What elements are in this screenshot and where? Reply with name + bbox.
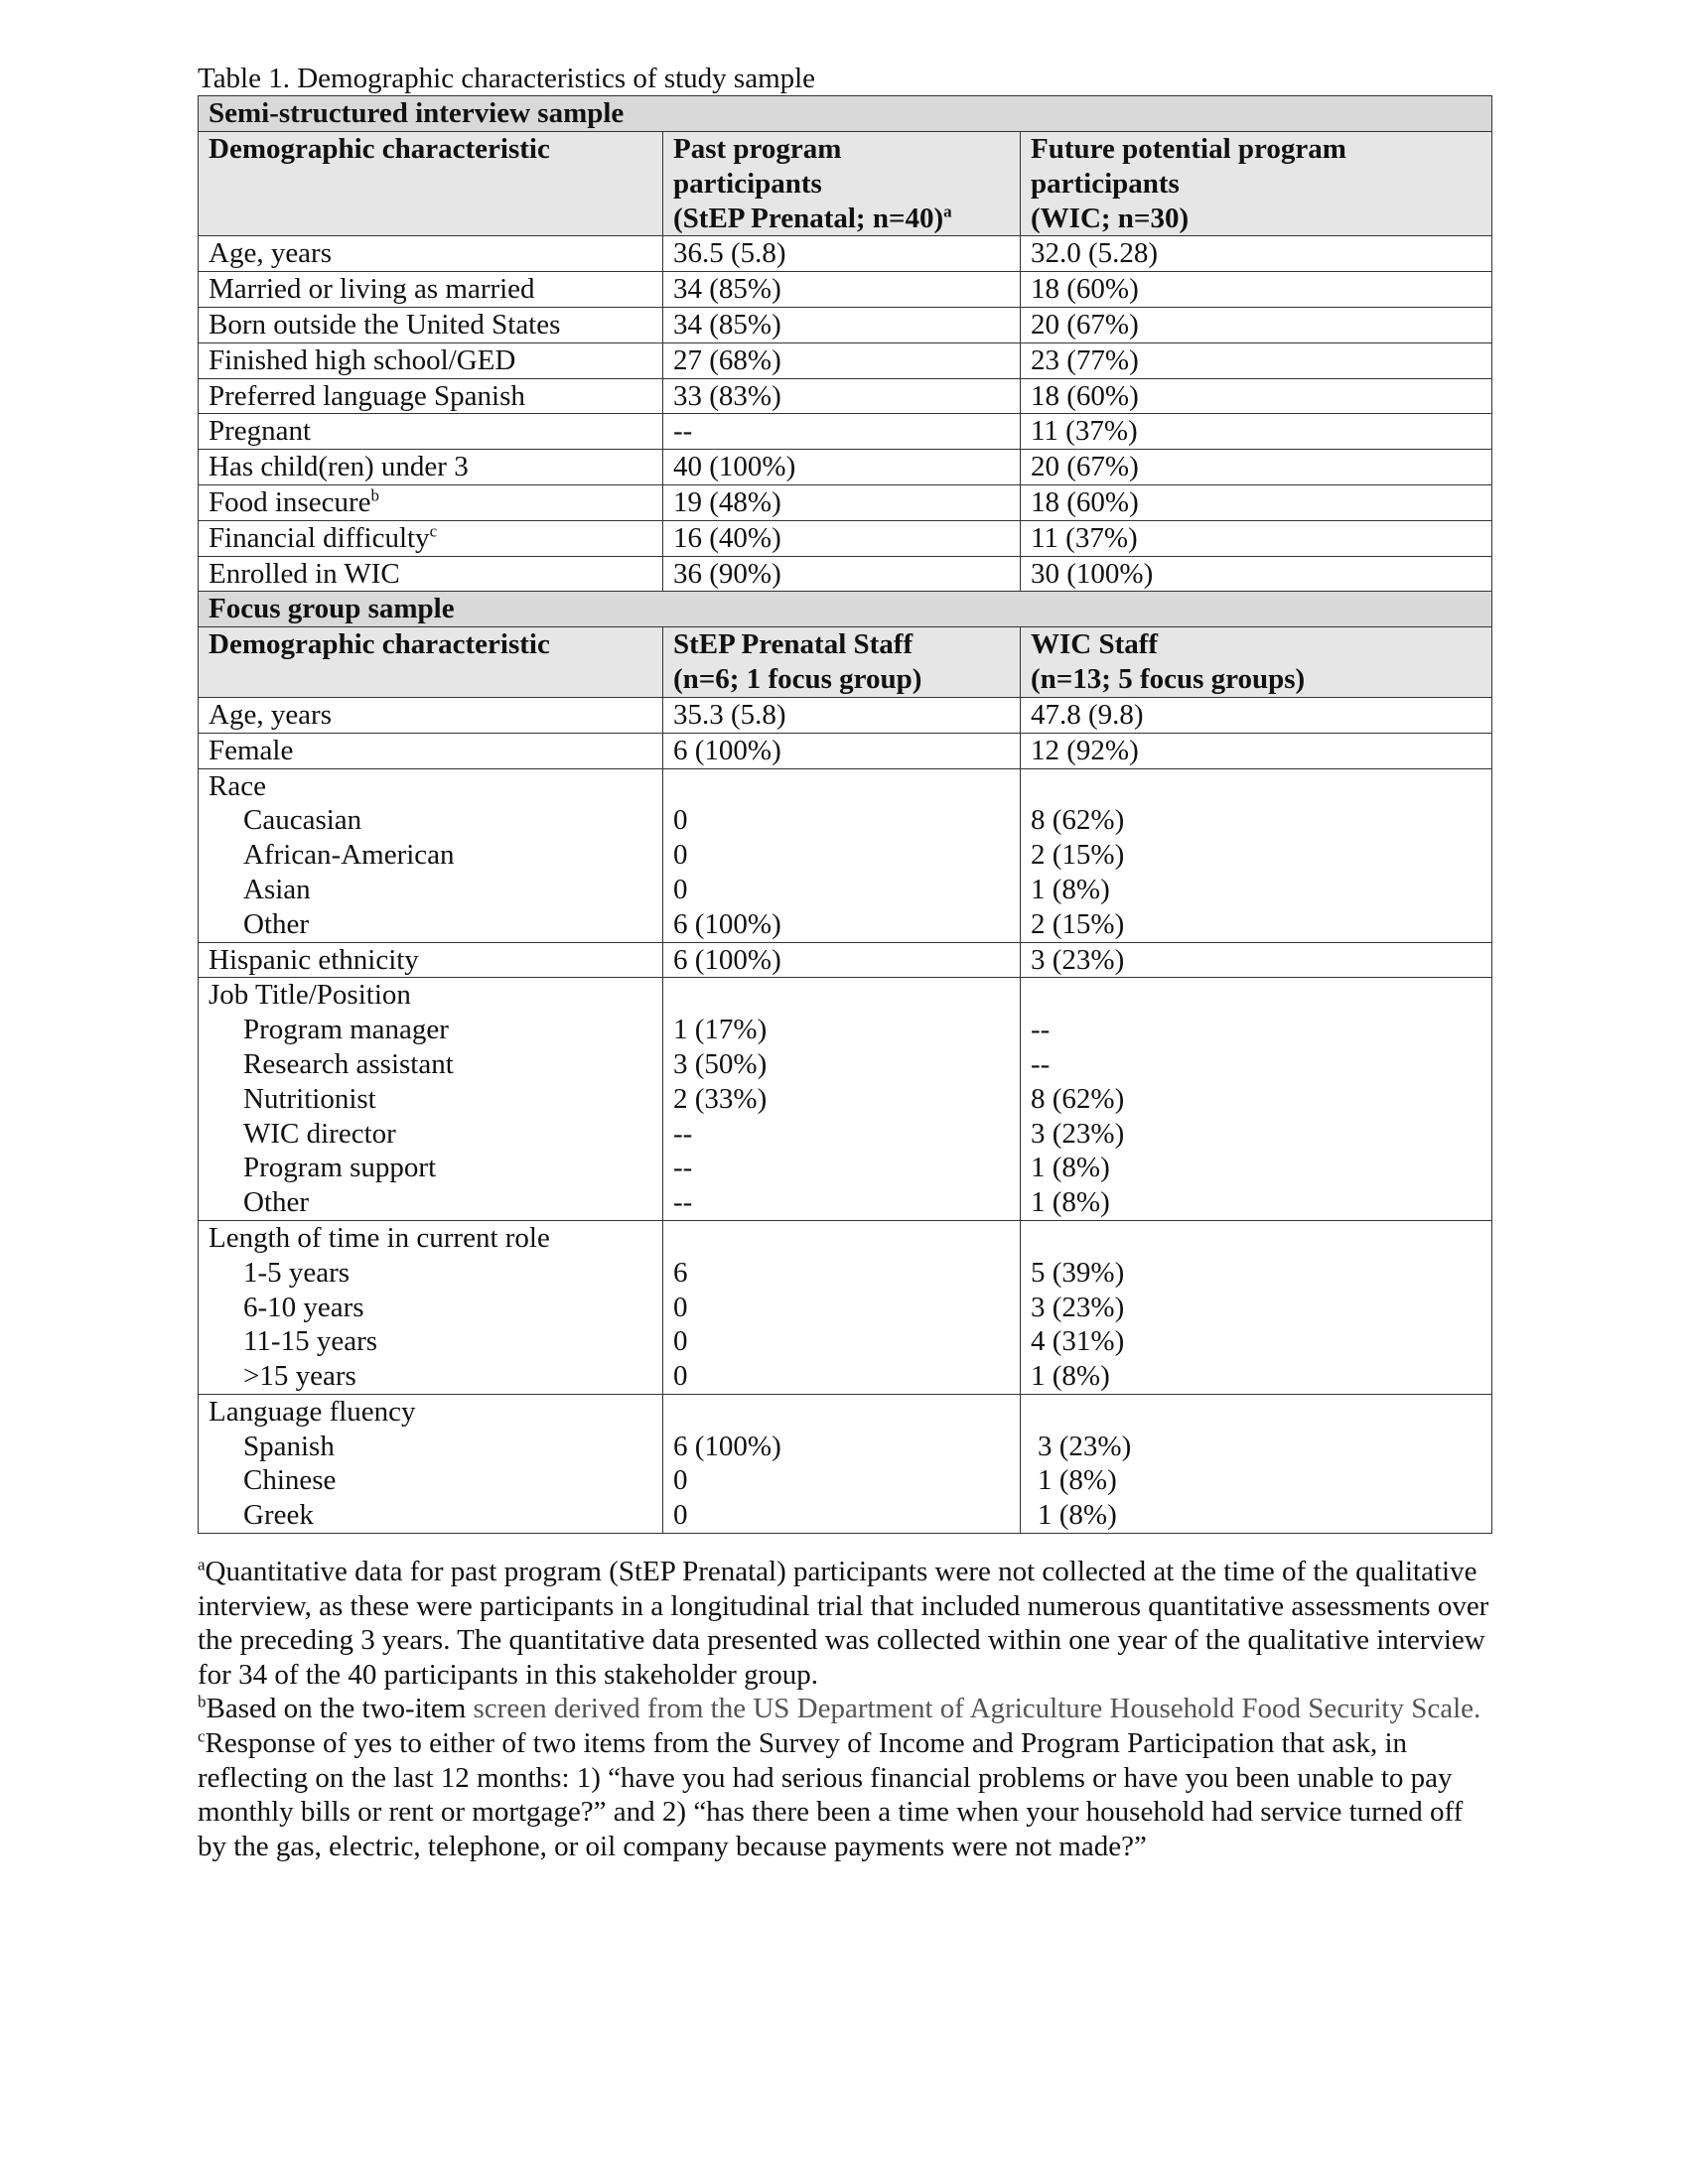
row-label-text: Preferred language Spanish [209, 379, 525, 412]
section-row-interview [199, 96, 1492, 132]
column-header-row [199, 132, 1492, 236]
table-row [199, 378, 1492, 414]
row-label: Other [243, 1186, 310, 1219]
column-header-line: (n=6; 1 focus group) [673, 663, 922, 696]
cell-value: 19 (48%) [663, 484, 1021, 520]
row-label-text: Food insecure [209, 485, 371, 518]
cell-value: 40 (100%) [663, 450, 1021, 485]
cell-value: 5 (39%) [1031, 1256, 1125, 1289]
cell-value: 0 [673, 839, 688, 872]
table-row [199, 733, 1492, 768]
row-label [199, 272, 663, 308]
cell-value: 3 (50%) [673, 1047, 768, 1080]
cell-value: 11 (37%) [1021, 520, 1492, 556]
row-label [199, 484, 663, 520]
cell-value: 6 (100%) [673, 907, 781, 940]
cell-value: 3 (23%) [1038, 1430, 1132, 1462]
footnote-c [198, 1726, 1498, 1863]
cell-value: 1 (8%) [1031, 1152, 1110, 1184]
footnote-marker: a [198, 1555, 206, 1574]
footnote-marker: a [943, 201, 952, 220]
cell-value: 6 (100%) [673, 1430, 781, 1462]
cell-value: 47.8 (9.8) [1021, 697, 1492, 733]
row-label: Greek [243, 1499, 314, 1532]
cell-value: 1 (8%) [1031, 873, 1110, 905]
row-label-text: Finished high school/GED [209, 343, 516, 376]
column-header [663, 627, 1021, 698]
table-row [199, 342, 1492, 378]
row-label: Program manager [243, 1014, 449, 1046]
column-header-row [199, 627, 1492, 698]
column-header-line: participants [1031, 167, 1180, 200]
column-header-line [673, 202, 1020, 236]
column-header-line: (WIC; n=30) [1031, 202, 1190, 234]
cell-value: -- [1031, 1047, 1051, 1080]
cell-value: 30 (100%) [1021, 556, 1492, 592]
cell-value: 8 (62%) [1031, 1082, 1125, 1115]
row-group-values [1021, 978, 1492, 1221]
cell-value: 33 (83%) [663, 378, 1021, 414]
row-group-values [1021, 1220, 1492, 1394]
cell-value: 27 (68%) [663, 342, 1021, 378]
cell-value: 3 (23%) [1031, 1117, 1125, 1150]
footnote-a [198, 1555, 1498, 1692]
cell-value: 1 (8%) [1031, 1186, 1110, 1219]
group-label: Job Title/Position [209, 979, 411, 1012]
section-title: Focus group sample [199, 592, 1492, 627]
column-header-text: (StEP Prenatal; n=40) [673, 202, 944, 234]
footnote-text: Quantitative data for past program (StEP Prenatal) participants were not collected at the time of the qualitative interview, as these were participants in a longitudinal trial that included numerous quantitative assessments over the preceding 3 years. The quantitative data presented was collected within one year of the qualitative interview for 34 of the 40 participants in this stakeholder group. [198, 1556, 1489, 1691]
row-label-text: Financial difficulty [209, 521, 430, 554]
row-label: Asian [243, 873, 311, 905]
row-label-text: Pregnant [209, 415, 312, 448]
cell-value: 1 (8%) [1031, 1360, 1110, 1393]
column-header [663, 132, 1021, 236]
cell-value: 32.0 (5.28) [1021, 236, 1492, 272]
row-label-text: Has child(ren) under 3 [209, 451, 469, 483]
cell-value: 0 [673, 1499, 688, 1532]
row-label: Age, years [199, 697, 663, 733]
cell-value: 18 (60%) [1021, 272, 1492, 308]
table-row-group [199, 1394, 1492, 1533]
footnote-marker: b [370, 485, 379, 505]
row-label-text: Enrolled in WIC [209, 557, 400, 590]
row-label [199, 556, 663, 592]
cell-value: 20 (67%) [1021, 307, 1492, 342]
cell-value: 12 (92%) [1021, 733, 1492, 768]
cell-value: 34 (85%) [663, 307, 1021, 342]
row-label [199, 342, 663, 378]
column-header: Demographic characteristic [199, 132, 663, 236]
row-label [199, 307, 663, 342]
cell-value: -- [673, 1186, 693, 1219]
footnote-marker: b [198, 1692, 207, 1711]
row-label-text: Age, years [209, 237, 333, 270]
table-row-group [199, 978, 1492, 1221]
cell-value: 1 (8%) [1038, 1499, 1117, 1532]
footnote-marker: c [429, 521, 438, 541]
cell-value: 6 (100%) [663, 733, 1021, 768]
column-header-line: StEP Prenatal Staff [673, 628, 914, 661]
table-row [199, 307, 1492, 342]
row-label [199, 450, 663, 485]
row-group-values [663, 978, 1021, 1221]
cell-value: 0 [673, 1464, 688, 1497]
cell-value: -- [1031, 1014, 1051, 1046]
row-label-text: Born outside the United States [209, 308, 561, 341]
cell-value: 36 (90%) [663, 556, 1021, 592]
row-group-labels [199, 978, 663, 1221]
cell-value: -- [673, 1117, 693, 1150]
row-group-values [663, 768, 1021, 942]
section-row-focus [199, 592, 1492, 627]
row-group-values [663, 1220, 1021, 1394]
cell-value: 20 (67%) [1021, 450, 1492, 485]
cell-value: 0 [673, 873, 688, 905]
column-header [1021, 627, 1492, 698]
table-row-group [199, 768, 1492, 942]
cell-value: 2 (33%) [673, 1082, 768, 1115]
row-label: Other [243, 907, 310, 940]
table-row [199, 272, 1492, 308]
group-label: Length of time in current role [209, 1221, 550, 1254]
column-header-line: (n=13; 5 focus groups) [1031, 663, 1306, 696]
cell-value: 0 [673, 1360, 688, 1393]
section-title: Semi-structured interview sample [199, 96, 1492, 132]
cell-value: 1 (17%) [673, 1014, 768, 1046]
cell-value: 36.5 (5.8) [663, 236, 1021, 272]
cell-value: -- [663, 414, 1021, 450]
column-header-line: WIC Staff [1031, 628, 1159, 661]
cell-value: 3 (23%) [1021, 942, 1492, 978]
footnotes [198, 1555, 1498, 1863]
table-row [199, 942, 1492, 978]
row-label [199, 378, 663, 414]
table-caption: Table 1. Demographic characteristics of study sample [198, 63, 816, 94]
cell-value: 2 (15%) [1031, 839, 1125, 872]
row-label: Spanish [243, 1430, 335, 1462]
row-label [199, 414, 663, 450]
column-header [1021, 132, 1492, 236]
cell-value: 6 [673, 1256, 688, 1289]
cell-value: 8 (62%) [1031, 804, 1125, 837]
row-label: Research assistant [243, 1047, 454, 1080]
row-label: Caucasian [243, 804, 362, 837]
footnote-marker: c [198, 1726, 206, 1746]
demographics-table [198, 95, 1492, 1534]
row-label: African-American [243, 839, 455, 872]
row-group-values [1021, 768, 1492, 942]
row-label: Hispanic ethnicity [199, 942, 663, 978]
column-header-line: Future potential program [1031, 133, 1346, 165]
table-row-group [199, 1220, 1492, 1394]
table-row [199, 484, 1492, 520]
row-group-labels [199, 1394, 663, 1533]
cell-value: 6 (100%) [663, 942, 1021, 978]
cell-value: 1 (8%) [1038, 1464, 1117, 1497]
cell-value: 23 (77%) [1021, 342, 1492, 378]
table-row [199, 414, 1492, 450]
cell-value: -- [673, 1152, 693, 1184]
row-label [199, 520, 663, 556]
column-header: Demographic characteristic [199, 627, 663, 698]
row-label: Nutritionist [243, 1082, 376, 1115]
row-group-values [663, 1394, 1021, 1533]
row-label: >15 years [243, 1360, 356, 1393]
row-label: Female [199, 733, 663, 768]
row-label: Program support [243, 1152, 437, 1184]
row-label: 1-5 years [243, 1256, 351, 1289]
column-header-line: participants [673, 167, 822, 200]
cell-value: 35.3 (5.8) [663, 697, 1021, 733]
row-group-values [1021, 1394, 1492, 1533]
group-label: Race [209, 769, 266, 802]
footnote-text-gray: screen derived from the US Department of Agriculture Household Food Security Scale. [466, 1693, 1481, 1725]
row-label: 6-10 years [243, 1291, 364, 1323]
table-row [199, 697, 1492, 733]
cell-value: 0 [673, 804, 688, 837]
row-group-labels [199, 768, 663, 942]
row-label-text: Married or living as married [209, 273, 535, 306]
row-label: WIC director [243, 1117, 396, 1150]
cell-value: 0 [673, 1291, 688, 1323]
row-label: 11-15 years [243, 1325, 378, 1358]
row-label [199, 236, 663, 272]
cell-value: 18 (60%) [1021, 484, 1492, 520]
row-label: Chinese [243, 1464, 337, 1497]
cell-value: 18 (60%) [1021, 378, 1492, 414]
cell-value: 34 (85%) [663, 272, 1021, 308]
footnote-text: Based on the two-item [206, 1693, 467, 1725]
table-row [199, 450, 1492, 485]
cell-value: 4 (31%) [1031, 1325, 1125, 1358]
group-label: Language fluency [209, 1395, 416, 1428]
cell-value: 16 (40%) [663, 520, 1021, 556]
footnote-b [198, 1692, 1498, 1726]
cell-value: 2 (15%) [1031, 907, 1125, 940]
cell-value: 0 [673, 1325, 688, 1358]
row-group-labels [199, 1220, 663, 1394]
table-row [199, 556, 1492, 592]
cell-value: 3 (23%) [1031, 1291, 1125, 1323]
table-row [199, 236, 1492, 272]
cell-value: 11 (37%) [1021, 414, 1492, 450]
table-row [199, 520, 1492, 556]
column-header-line: Past program [673, 133, 842, 165]
footnote-text: Response of yes to either of two items from the Survey of Income and Program Participation that ask, in reflecting on the last 12 months: 1) “have you had serious financial problems or have you been unable to pay monthly bills or rent or mortgage?” and 2) “has there been a time when your household had service turned off by the gas, electric, telephone, or oil company because payments were not made?” [198, 1726, 1464, 1862]
